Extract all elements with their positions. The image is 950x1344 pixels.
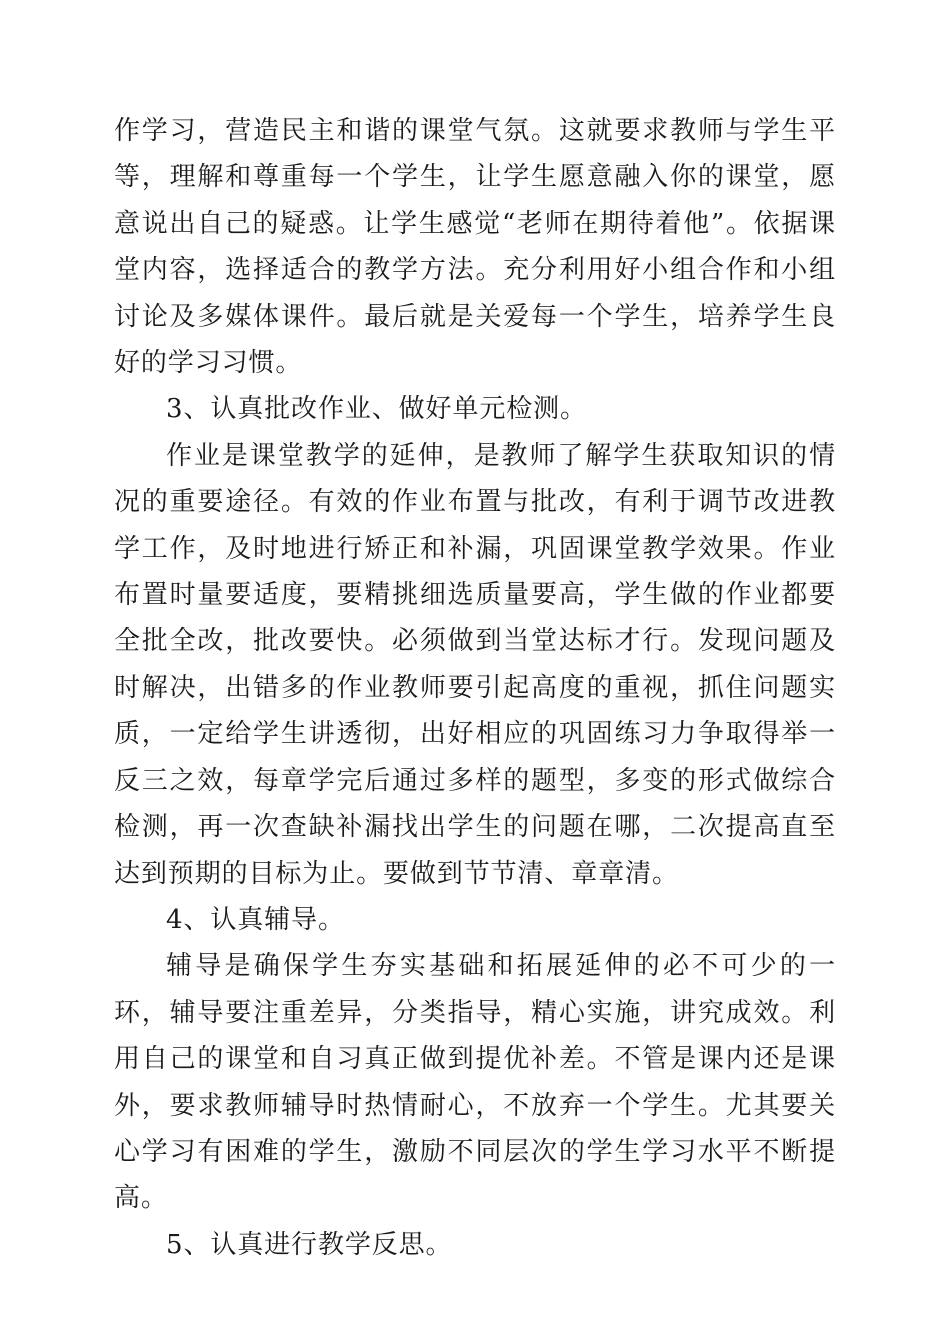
heading-homework-correction: 3、认真批改作业、做好单元检测。 <box>166 394 587 425</box>
document-body <box>114 108 836 1268</box>
heading-teaching-reflection: 5、认真进行教学反思。 <box>166 1229 453 1260</box>
heading-tutoring: 4、认真辅导。 <box>166 904 345 935</box>
paragraph-homework: 作业是课堂教学的延伸，是教师了解学生获取知识的情况的重要途径。有效的作业布置与批改，有利于调节改进教学工作，及时地进行矫正和补漏，巩固课堂教学效果。作业布置时量要适度，要精挑细选质量要高，学生做的作业都要全批全改，批改要快。必须做到当堂达标才行。发现问题及时解决，出错多的作业教师要引起高度的重视，抓住问题实质，一定给学生讲透彻，出好相应的巩固练习力争取得举一反三之效，每章学完后通过多样的题型，多变的形式做综合检测，再一次查缺补漏找出学生的问题在哪，二次提高直至达到预期的目标为止。要做到节节清、章章清。 <box>114 440 836 889</box>
paragraph-classroom-atmosphere: 作学习，营造民主和谐的课堂气氛。这就要求教师与学生平等，理解和尊重每一个学生，让学生愿意融入你的课堂，愿意说出自己的疑惑。让学生感觉“老师在期待着他”。依据课堂内容，选择适合的教学方法。充分利用好小组合作和小组讨论及多媒体课件。最后就是关爱每一个学生，培养学生良好的学习习惯。 <box>114 116 836 379</box>
paragraph-tutoring: 辅导是确保学生夯实基础和拓展延伸的必不可少的一环，辅导要注重差异，分类指导，精心实施，讲究成效。利用自己的课堂和自习真正做到提优补差。不管是课内还是课外，要求教师辅导时热情耐心，不放弃一个学生。尤其要关心学习有困难的学生，激励不同层次的学生学习水平不断提高。 <box>114 951 836 1214</box>
